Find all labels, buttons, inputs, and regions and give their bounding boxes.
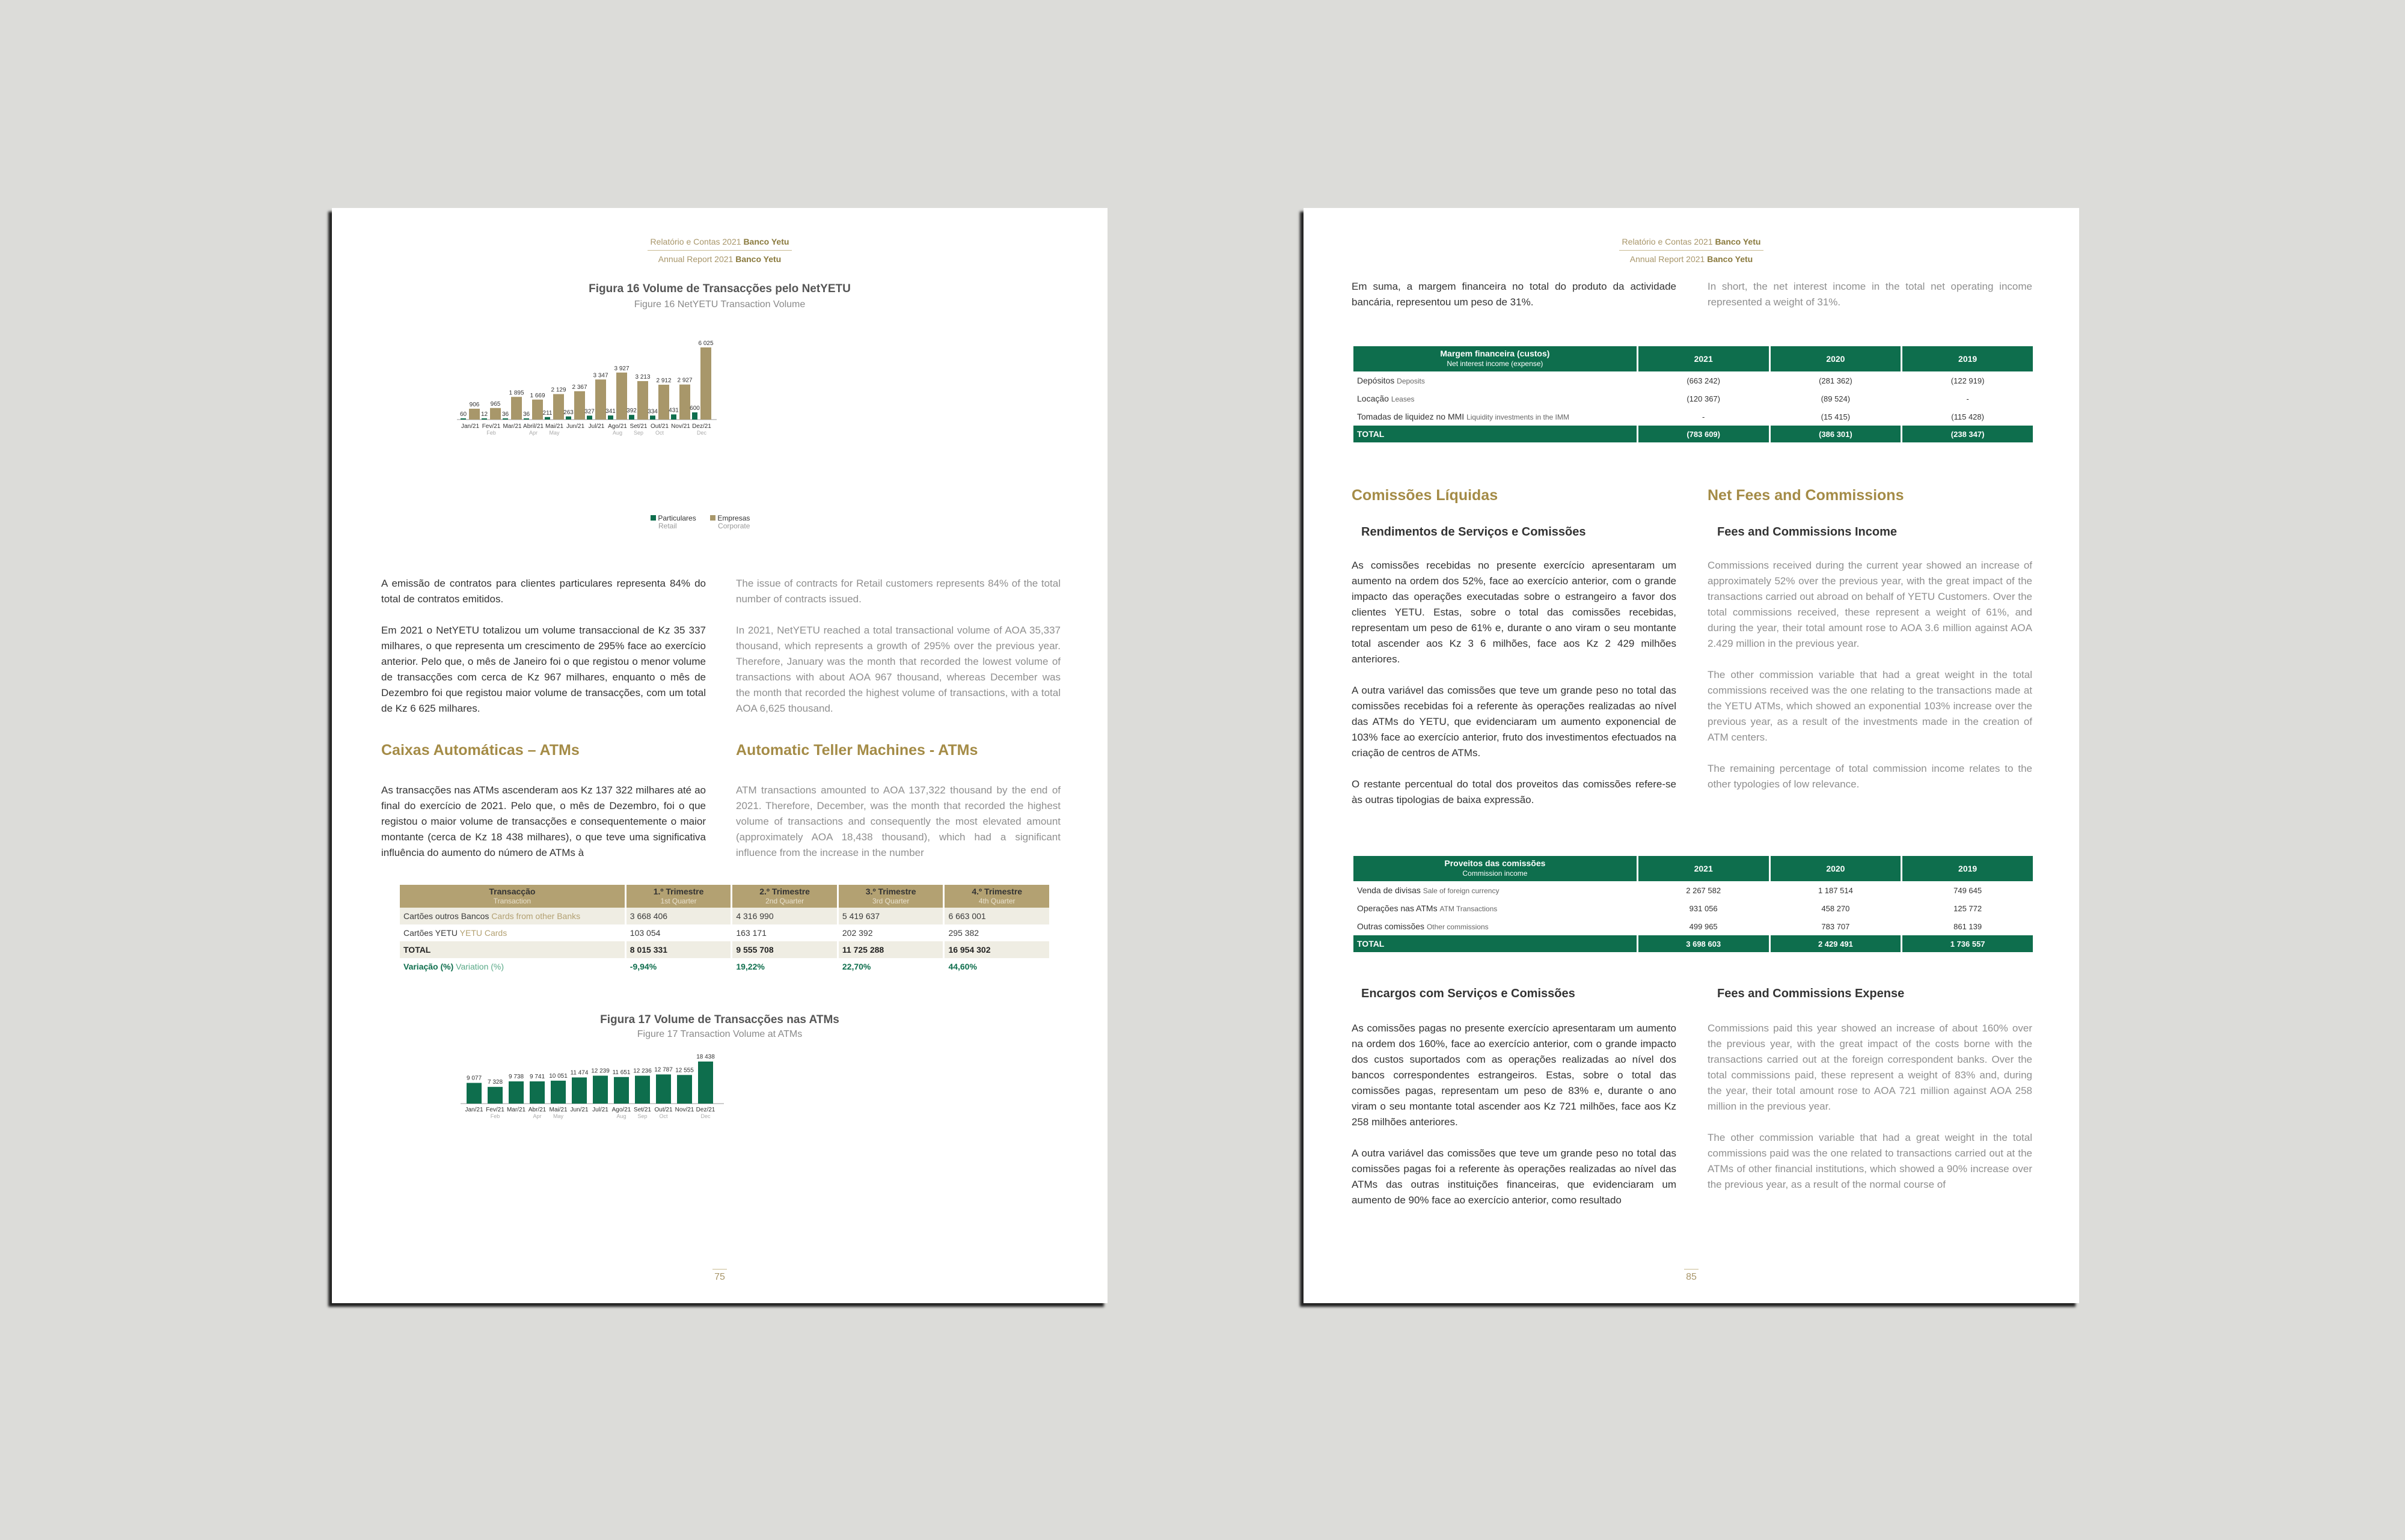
table-header-row: [1353, 856, 2033, 881]
bar-corporate: [658, 385, 669, 420]
paragraph: The issue of contracts for Retail customers represents 84% of the total number of contracts issued.: [736, 578, 1061, 605]
data-label: 10 051: [549, 1072, 568, 1080]
netyetu-volume-chart: [452, 335, 723, 444]
table-variation-row: Variação (%) Variation (%) -9,94% 19,22% 22,70% 44,60%: [403, 962, 977, 971]
paragraph: A outra variável das comissões que teve um grande peso no total das comissões pagas foi a referente às operações realizadas ao nível das ATMs das outras instituições financeiras, que evidenciaram um aumento de 90% face ao exercício anterior, como resultado: [1352, 1147, 1676, 1206]
bar-retail: [566, 417, 571, 420]
data-label: 431: [669, 407, 679, 414]
atm-volume-chart: [461, 1052, 725, 1124]
data-label: 11 651: [612, 1069, 631, 1076]
bar-atm-volume: [635, 1076, 650, 1104]
data-label: 392: [627, 408, 637, 415]
data-label: 1 669: [530, 392, 545, 399]
column-pt-2: [381, 783, 706, 876]
page-header: [1304, 234, 2079, 266]
tick-label: Fev/21: [486, 1107, 504, 1113]
bar-atm-volume: [614, 1077, 629, 1104]
column-en-1: [1708, 558, 2032, 808]
data-label: 12: [480, 411, 488, 418]
bar-corporate: [700, 347, 711, 420]
tick-label: Mai/21: [549, 1107, 568, 1113]
column-pt-1: [381, 576, 706, 732]
tick-label: Abril/21: [523, 423, 544, 430]
table-row: Cartões outros Bancos Cards from other Banks 3 668 406 4 316 990 5 419 637 6 663 001: [400, 908, 1049, 924]
bar-retail: [692, 412, 697, 420]
data-label: 600: [690, 405, 700, 412]
table-header: Transacção Transaction: [400, 885, 625, 908]
data-label: 6 025: [698, 340, 714, 347]
page-header: [332, 234, 1108, 266]
net-interest-table: [1352, 346, 2035, 442]
table-header: 1.º Trimestre 1st Quarter: [627, 885, 731, 908]
table-header: 2021: [1638, 346, 1769, 371]
tick-label-en: Sep: [633, 430, 644, 436]
figure-17-subtitle: Figure 17 Transaction Volume at ATMs: [637, 1029, 803, 1039]
bar-corporate: [679, 385, 690, 420]
table-header: 2.º Trimestre 2nd Quarter: [732, 885, 837, 908]
tick-label: Mai/21: [545, 423, 564, 430]
column-en-1: [736, 576, 1061, 732]
table-header-row: [1353, 346, 2033, 371]
data-label: 18 438: [696, 1054, 715, 1060]
tick-label-en: Aug: [612, 430, 623, 436]
bar-corporate: [469, 409, 480, 420]
bar-atm-volume: [656, 1074, 671, 1104]
paragraph: The remaining percentage of total commission income relates to the other typologies of low relevance.: [1708, 763, 2032, 790]
report-page-85: [1304, 208, 2079, 1303]
table-row: Depósitos Deposits (663 242) (281 362) (122 919): [1357, 376, 1985, 385]
tick-label: Jun/21: [566, 423, 585, 430]
subsection-title-pt: Encargos com Serviços e Comissões: [1361, 987, 1575, 1000]
bar-atm-volume: [488, 1087, 503, 1104]
bar-atm-volume: [467, 1083, 482, 1104]
paragraph: Commissions received during the current year showed an increase of approximately 52% over the previous year, with the great impact of the transactions carried out abroad on behalf of YETU Customers. Over the total commissions received, these represent a weight of 61%, and during the year, their total amount rose to AOA 3.6 million against AOA 2.429 million in the previous year.: [1708, 560, 2032, 649]
bar-retail: [503, 418, 508, 420]
subsection-title-en: Fees and Commissions Expense: [1717, 987, 1905, 1000]
tick-label: Set/21: [634, 1107, 651, 1113]
column-pt-1: [1352, 558, 1676, 823]
data-label: 3 347: [593, 372, 608, 379]
tick-label: Jun/21: [570, 1107, 589, 1113]
paragraph: In 2021, NetYETU reached a total transactional volume of AOA 35,337 thousand, which represents a growth of 295% over the previous year. Therefore, January was the month that recorded the lowest volume of transactions with about AOA 967 thousand, whereas December was the month that recorded the highest volume of transactions, with a total AOA 6,625 thousand.: [736, 625, 1061, 714]
bar-atm-volume: [677, 1075, 692, 1104]
tick-label: Jul/21: [588, 423, 605, 430]
header-en: Annual Report 2021 Banco Yetu: [658, 254, 782, 264]
data-label: 12 239: [591, 1068, 610, 1075]
tick-label: Nov/21: [675, 1107, 694, 1113]
bar-corporate: [616, 373, 627, 420]
paragraph: ATM transactions amounted to AOA 137,322 thousand by the end of 2021. Therefore, December, was the month that recorded the highest volume of transactions and consequently the most elevated amount (approximately AOA 18,438 thousand), which had a significant influence from the increase in the number: [736, 784, 1061, 858]
bar-atm-volume: [530, 1081, 545, 1104]
data-label: 341: [605, 408, 616, 415]
report-page-75: [332, 208, 1108, 1303]
table-row: Tomadas de liquidez no MMI Liquidity investments in the IMM - (15 415) (115 428): [1357, 412, 1984, 421]
table-header: Margem financeira (custos) Net interest income (expense): [1353, 346, 1637, 371]
tick-label-en: Oct: [659, 1113, 668, 1119]
paragraph: As transacções nas ATMs ascenderam aos Kz 137 322 milhares até ao final do exercício de 2021. Pelo que, o mês de Dezembro, foi o que registou o maior volume de transacções e consequentemente o maior montante (cerca de Kz 18 438 milhares), o que teve uma significativa influência do aumento do número de ATMs à: [381, 784, 706, 858]
bar-retail: [545, 417, 550, 420]
tick-label: Out/21: [650, 423, 669, 430]
tick-label: Ago/21: [608, 423, 627, 430]
data-label: 327: [584, 408, 595, 415]
table-header: 2020: [1771, 856, 1901, 881]
column-en-2: [1708, 1021, 2032, 1208]
figure-16-title: Figura 16 Volume de Transacções pelo NetYETU: [589, 283, 851, 295]
data-label: 2 912: [656, 377, 672, 385]
data-label: 965: [490, 400, 501, 408]
table-row: Venda de divisas Sale of foreign currency 2 267 582 1 187 514 749 645: [1357, 885, 1982, 895]
tick-label: Dez/21: [696, 1107, 715, 1113]
paragraph: Em 2021 o NetYETU totalizou um volume transaccional de Kz 35 337 milhares, o que representa um crescimento de 295% face ao exercício anterior. Pelo que, o mês de Janeiro foi o que registou o menor volume de transacções com cerca de Kz 967 milhares, enquanto o mês de Dezembro foi que registou maior volume de transacções, com um total de Kz 6 625 milhares.: [381, 625, 706, 714]
data-label: 3 927: [614, 365, 630, 372]
paragraph: The other commission variable that had a great weight in the total commissions paid was the one related to transactions carried out at the ATMs of other financial institutions, which showed a 90% increase over the previous year, as a result of the normal course of: [1708, 1132, 2032, 1190]
table-total-row: TOTAL 3 698 603 2 429 491 1 736 557: [1353, 935, 2033, 952]
bar-retail: [587, 415, 592, 420]
subsection-title-pt: Rendimentos de Serviços e Comissões: [1361, 525, 1586, 539]
tick-label-en: Feb: [486, 430, 496, 436]
tick-label-en: May: [549, 430, 560, 436]
table-row: Cartões YETU YETU Cards 103 054 163 171 202 392 295 382: [403, 928, 979, 938]
table-header: 2019: [1902, 856, 2033, 881]
section-title-pt: Comissões Líquidas: [1352, 487, 1498, 504]
data-label: 9 741: [529, 1074, 545, 1081]
intro-pt: Em suma, a margem financeira no total do produto da actividade bancária, representou um peso de 31%.: [1352, 281, 1676, 308]
bar-retail: [671, 414, 676, 420]
chart16-legend: [651, 515, 750, 530]
data-label: 9 738: [508, 1074, 524, 1081]
bar-corporate: [490, 408, 501, 420]
section-title-atm-en: Automatic Teller Machines - ATMs: [736, 742, 978, 759]
tick-label-en: Sep: [637, 1113, 648, 1119]
atm-quarterly-table: [398, 885, 1051, 975]
table-header: 2019: [1902, 346, 2033, 371]
data-label: 2 129: [551, 387, 566, 394]
table-header: 2020: [1771, 346, 1901, 371]
table-total-row: TOTAL 8 015 331 9 555 708 11 725 288 16 954 302: [400, 941, 1049, 958]
tick-label-en: May: [553, 1113, 564, 1119]
data-label: 263: [563, 409, 574, 416]
bar-corporate: [595, 379, 606, 420]
table-header: 2021: [1638, 856, 1769, 881]
tick-label: Dez/21: [692, 423, 711, 430]
page-number: 85: [1304, 1269, 2079, 1283]
tick-label: Set/21: [630, 423, 648, 430]
data-label: 9 077: [466, 1075, 482, 1082]
header-pt: Relatório e Contas 2021 Banco Yetu: [1622, 237, 1761, 246]
table-header: 4.º Trimestre 4th Quarter: [945, 885, 1049, 908]
tick-label-en: Apr: [533, 1113, 542, 1119]
data-label: 906: [469, 401, 480, 408]
data-label: 7 328: [487, 1079, 503, 1086]
tick-label: Jan/21: [465, 1107, 483, 1113]
bar-atm-volume: [593, 1076, 608, 1104]
header-en: Annual Report 2021 Banco Yetu: [1629, 254, 1753, 264]
legend-corporate: Empresas Corporate: [710, 515, 750, 530]
bar-retail: [482, 418, 487, 420]
bar-retail: [608, 415, 613, 420]
data-label: 11 474: [570, 1069, 589, 1077]
bar-corporate: [532, 400, 543, 420]
tick-label-en: Oct: [655, 430, 664, 436]
tick-label: Ago/21: [611, 1107, 631, 1113]
data-label: 3 213: [635, 374, 651, 381]
paragraph: O restante percentual do total dos proveitos das comissões refere-se às outras tipologias de baixa expressão.: [1352, 778, 1676, 805]
table-row: Outras comissões Other commissions 499 965 783 707 861 139: [1357, 921, 1982, 931]
paragraph: As comissões recebidas no presente exercício apresentaram um aumento na ordem dos 52%, face ao exercício anterior, com o grande impacto das operações executadas sobre o estrangeiro a favor dos clientes YETU. Estas, sobre o total das comissões recebidas, representam um peso de 61% e, durante o ano viram o seu montante total ascender aos Kz 3 6 milhões, face aos Kz 2 429 milhões anteriores.: [1352, 560, 1676, 665]
paragraph: A outra variável das comissões que teve um grande peso no total das comissões recebidas foi a referente às operações realizadas ao nível das ATMs do YETU, que evidenciaram um aumento exponencial de 103% face ao exercício anterior, fruto dos investimentos efectuados na criação de centros de ATMs.: [1352, 685, 1676, 759]
header-pt: Relatório e Contas 2021 Banco Yetu: [650, 237, 789, 246]
tick-label-en: Apr: [528, 430, 538, 436]
paragraph: As comissões pagas no presente exercício apresentaram um aumento na ordem dos 160%, face ao exercício anterior, com o grande impacto dos custos suportados com as operações realizadas ao nível dos bancos correspondentes estrangeiros. Estas, sobre o total das comissões pagas, representam um peso de 83% e, durante o ano viram o seu montante total ascender aos Kz 721 milhões, face aos Kz 258 milhões anteriores.: [1352, 1022, 1676, 1128]
bar-corporate: [553, 394, 564, 420]
table-total-row: TOTAL (783 609) (386 301) (238 347): [1353, 426, 2033, 442]
column-en-2: [736, 783, 1061, 876]
data-label: 36: [522, 411, 530, 418]
bar-corporate: [511, 397, 522, 420]
data-label: 1 895: [509, 390, 524, 397]
intro-en: In short, the net interest income in the total net operating income represented a weight of 31%.: [1708, 281, 2032, 308]
data-label: 12 555: [675, 1067, 694, 1074]
data-label: 2 367: [572, 383, 587, 391]
table-row: Operações nas ATMs ATM Transactions 931 056 458 270 125 772: [1357, 903, 1982, 913]
bar-retail: [524, 418, 529, 420]
table-header: 3.º Trimestre 3rd Quarter: [839, 885, 943, 908]
data-label: 2 927: [677, 377, 693, 384]
page-number: 75: [332, 1269, 1108, 1283]
bar-atm-volume: [572, 1077, 587, 1104]
bar-atm-volume: [551, 1081, 566, 1104]
tick-label: Jul/21: [592, 1107, 608, 1113]
tick-label: Fev/21: [482, 423, 501, 430]
commission-income-table: [1352, 856, 2035, 952]
paragraph: A emissão de contratos para clientes particulares representa 84% do total de contratos emitidos.: [381, 578, 706, 605]
paragraph: Commissions paid this year showed an increase of about 160% over the previous year, with the great impact of the costs borne with the transactions carried out at the foreign correspondent banks. Over the total commissions paid, these represent a weight of 83% and, during the year, their total amount rose to AOA 721 million against AOA 258 million in the previous year.: [1708, 1022, 2032, 1112]
bar-retail: [461, 418, 466, 420]
bar-atm-volume: [509, 1081, 524, 1104]
table-row: Locação Leases (120 367) (89 524) -: [1357, 394, 1969, 403]
figure-17-title: Figura 17 Volume de Transacções nas ATMs: [600, 1013, 839, 1026]
section-title-atm-pt: Caixas Automáticas – ATMs: [381, 742, 580, 759]
tick-label-en: Aug: [616, 1113, 627, 1119]
data-label: 211: [542, 409, 553, 417]
paragraph: The other commission variable that had a great weight in the total commissions received was the one relating to the transactions made at the YETU ATMs, which showed an exponential 103% increase over the previous year, as a result of the investments made in the creation of ATM centers.: [1708, 669, 2032, 743]
bar-corporate: [574, 391, 585, 420]
column-pt-2: [1352, 1021, 1676, 1224]
bar-retail: [650, 415, 655, 420]
tick-label: Mar/21: [503, 423, 522, 430]
section-title-en: Net Fees and Commissions: [1708, 487, 1904, 504]
figure-16-subtitle: Figure 16 NetYETU Transaction Volume: [634, 299, 806, 310]
tick-label-en: Dec: [696, 430, 707, 436]
tick-label: Out/21: [654, 1107, 673, 1113]
table-header-row: [400, 885, 1049, 908]
subsection-title-en: Fees and Commissions Income: [1717, 525, 1897, 539]
legend-retail: Particulares Retail: [651, 515, 696, 530]
tick-label-en: Feb: [490, 1113, 500, 1119]
table-header: Proveitos das comissões Commission income: [1353, 856, 1637, 881]
data-label: 12 236: [633, 1068, 652, 1075]
data-label: 12 787: [654, 1066, 673, 1074]
bar-corporate: [637, 381, 648, 420]
tick-label: Abr/21: [528, 1107, 547, 1113]
tick-label-en: Dec: [700, 1113, 711, 1119]
bar-atm-volume: [698, 1062, 713, 1104]
tick-label: Mar/21: [506, 1107, 526, 1113]
data-label: 36: [501, 411, 509, 418]
tick-label: Jan/21: [461, 423, 480, 430]
data-label: 334: [648, 408, 658, 415]
tick-label: Nov/21: [671, 423, 690, 430]
bar-retail: [629, 415, 634, 420]
data-label: 60: [459, 411, 467, 418]
